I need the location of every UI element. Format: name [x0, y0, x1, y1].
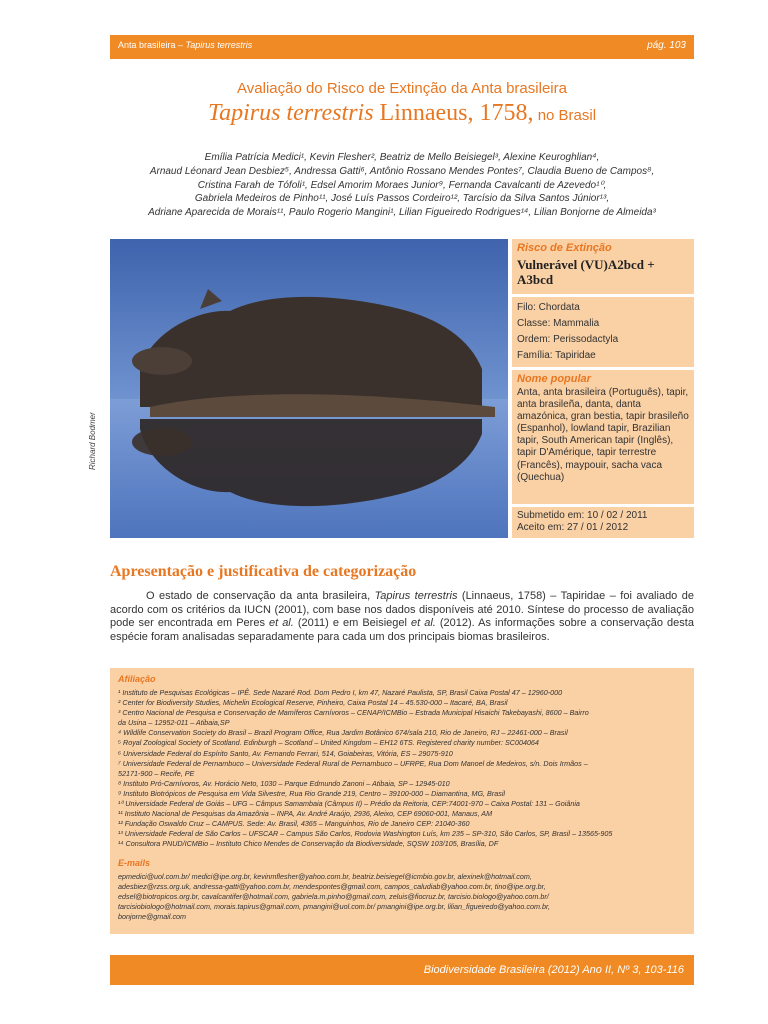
- email-line: bonjorne@gmail.com: [118, 911, 187, 921]
- author-list: [100, 151, 704, 220]
- journal-citation: Biodiversidade Brasileira (2012) Ano II, Nº 3, 103-116: [423, 964, 684, 976]
- accepted-date: Aceito em: 27 / 01 / 2012: [517, 522, 629, 533]
- affiliations-box: [110, 668, 694, 934]
- taxon-family: Família: Tapiridae: [517, 350, 596, 361]
- running-header: [110, 35, 694, 59]
- popular-names-box: [512, 370, 694, 504]
- tapir-illustration: [110, 239, 508, 538]
- affiliation-line: ¹³ Universidade Federal de São Carlos – UFSCAR – Campus São Carlos, Rodovia Washington Luís, km 235 – SP-310, São Carlos, SP, Brasil – 13565-905: [118, 829, 613, 839]
- risk-heading: Risco de Extinção: [517, 242, 612, 254]
- tapir-photo: [110, 239, 508, 538]
- title-authority: Linnaeus, 1758,: [373, 100, 534, 126]
- affiliation-line: ¹⁰ Universidade Federal de Goiás – UFG – Câmpus Samambaia (Câmpus II) – Prédio da Reitoria, CEP:74001-970 – Caixa Postal: 131 – Goiânia: [118, 799, 580, 809]
- body-species: Tapirus terrestris: [374, 590, 458, 602]
- section-title: Apresentação e justificativa de categorização: [110, 563, 417, 580]
- running-header-prefix: Anta brasileira –: [118, 40, 186, 50]
- affiliation-line: ⁸ Instituto Pró-Carnívoros, Av. Horácio Neto, 1030 – Parque Edmundo Zanoni – Atibaia, SP – 12945-010: [118, 778, 450, 788]
- taxon-order: Ordem: Perissodactyla: [517, 334, 619, 345]
- email-line: adesbiez@rzss.org.uk, andressa-gatti@yahoo.com.br, mendespontes@gmail.com, campos_caludiab@yahoo.com.br, tino@ipe.org.br,: [118, 881, 546, 891]
- body-text: (2011) e em Beisiegel: [293, 617, 411, 630]
- affiliation-line: ⁶ Universidade Federal do Espírito Santo, Av. Fernando Ferrari, 514, Goiabeiras, Vitória, ES – 29075-910: [118, 748, 453, 758]
- body-etal: et al.: [411, 617, 436, 630]
- email-line: tarcisiobiologo@hotmail.com, morais.tapirus@gmail.com, pmangini@uol.com.br/ pmangini@ipe.org.br, lilian_figueiredo@yahoo.com.br,: [118, 901, 550, 911]
- title-suffix: no Brasil: [533, 107, 597, 124]
- affiliation-line: ¹² Fundação Oswaldo Cruz – CAMPUS. Sede: Av. Brasil, 4365 – Manguinhos, Rio de Janeiro CEP: 21040-360: [118, 819, 470, 829]
- running-footer: [110, 955, 694, 985]
- emails-list: [118, 872, 686, 922]
- emails-heading: E-mails: [118, 857, 151, 868]
- email-line: epmedici@uol.com.br/ medici@ipe.org.br, kevinmflesher@yahoo.com.br, beatriz.beisiegel@icmbio.gov.br, alexinek@hotmail.com,: [118, 871, 532, 881]
- author-line: Adriane Aparecida de Morais¹¹, Paulo Rogerio Mangini¹, Lilian Figueiredo Rodrigues¹⁴, Lilian Bonjorne de Almeida³: [148, 207, 656, 219]
- running-header-species: Tapirus terrestris: [185, 40, 253, 50]
- affiliation-line: ² Center for Biodiversity Studies, Michelin Ecological Reserve, Pinheiro, Caixa Postal 14 – 45.530-000 – Itacaré, BA, Brasil: [118, 698, 508, 708]
- body-text: (Linnaeus, 1758) – Tapiridae – foi avaliado de acordo com os critérios da IUCN (2001), com base nos dados disponíveis até 2010. Síntese do processo de avaliação pode ser encontrada em Peres: [110, 590, 694, 630]
- affiliation-line: ¹¹ Instituto Nacional de Pesquisas da Amazônia – INPA, Av. André Araújo, 2936, Aleixo, CEP 69060-001, Manaus, AM: [118, 809, 493, 819]
- article-title-line1: Avaliação do Risco de Extinção da Anta brasileira: [237, 80, 567, 97]
- affiliation-line: ¹⁴ Consultora PNUD/ICMBio – Instituto Chico Mendes de Conservação da Biodiversidade, SQSW 103/105, Brasília, DF: [118, 839, 499, 849]
- risk-box: [512, 239, 694, 294]
- submitted-date: Submetido em: 10 / 02 / 2011: [517, 510, 648, 521]
- title-species: Tapirus terrestris: [207, 100, 374, 126]
- taxon-class: Classe: Mammalia: [517, 318, 600, 329]
- affiliation-line: 52171-900 – Recife, PE: [118, 768, 195, 778]
- running-header-title: [118, 40, 252, 50]
- body-text: O estado de conservação da anta brasileira,: [146, 590, 375, 602]
- body-paragraph: [110, 590, 694, 644]
- affiliation-line: ⁷ Universidade Federal de Pernambuco – Universidade Federal Rural de Pernambuco – UFRPE, Rua Dom Manoel de Medeiros, s/n. Dois Irmãos –: [118, 758, 588, 768]
- author-line: Arnaud Léonard Jean Desbiez⁵, Andressa Gatti⁶, Antônio Rossano Mendes Pontes⁷, Claudia Bueno de Campos⁸,: [149, 165, 655, 177]
- taxonomy-box: [512, 297, 694, 367]
- author-line: Cristina Farah de Tófoli¹, Edsel Amorim Moraes Junior⁹, Fernanda Cavalcanti de Azevedo¹⁰,: [197, 179, 607, 191]
- popular-names: Anta, anta brasileira (Português), tapir, anta brasileña, danta, danta amazónica, gran bestia, tapir brasileño (Espanhol), lowland tapir, Brazilian tapir, South American tapir (Inglês), tapir D'Amérique, tapir terrestre (Francês), maypouir, sacha vaca (Quechua): [517, 387, 689, 483]
- author-line: Emília Patrícia Medici¹, Kevin Flesher², Beatriz de Mello Beisiegel³, Alexine Keuroghlian⁴,: [204, 152, 600, 163]
- body-text: (2012). As informações sobre a conservação desta espécie foram analisadas separadamente para cada um dos principais biomas brasileiros.: [110, 617, 694, 643]
- affiliation-line: da Usina – 12952-011 – Atibaia,SP: [118, 718, 230, 728]
- risk-status: Vulnerável (VU)A2bcd + A3bcd: [517, 257, 655, 287]
- taxon-phylum: Filo: Chordata: [517, 302, 580, 313]
- affiliation-line: ⁴ Wildlife Conservation Society do Brasil – Brazil Program Office, Rua Jardim Botânico 674/sala 210, Rio de Janeiro, RJ – 22461-000 – Brasil: [118, 728, 568, 738]
- affiliation-line: ¹ Instituto de Pesquisas Ecológicas – IPÊ. Sede Nazaré Rod. Dom Pedro I, km 47, Nazaré Paulista, SP, Brasil Caixa Postal 47 – 12960-000: [118, 688, 563, 697]
- article-title-line2: [110, 100, 694, 127]
- affiliations-heading: Afiliação: [118, 674, 156, 684]
- affiliations-list: [118, 688, 686, 850]
- affiliation-line: ⁵ Royal Zoological Society of Scotland. Edinburgh – Scotland – United Kingdom – EH12 6TS. Registered charity number: SC004064: [118, 738, 539, 748]
- photo-credit: Richard Bodmer: [88, 412, 97, 470]
- author-line: Gabriela Medeiros de Pinho¹¹, José Luís Passos Cordeiro¹², Tarcísio da Silva Santos Júnior¹³,: [194, 193, 610, 205]
- page-number: pág. 103: [647, 40, 686, 51]
- affiliation-line: ³ Centro Nacional de Pesquisa e Conservação de Mamíferos Carnívoros – CENAP/ICMBio – Estrada Municipal Hisaichi Takebayashi, 8600 – Bairro: [118, 708, 589, 718]
- dates-box: [512, 507, 694, 538]
- affiliation-line: ⁹ Instituto Biotrópicos de Pesquisa em Vida Silvestre, Rua Rio Grande 219, Centro – 39100-000 – Diamantina, MG, Brasil: [118, 788, 506, 798]
- popular-heading: Nome popular: [517, 373, 591, 385]
- email-line: edsel@biotropicos.org.br, cavalcantifer@hotmail.com, gabriela.m.pinho@gmail.com, zeluis@fiocruz.br, tarcisio.biologo@yahoo.com.br/: [118, 891, 549, 901]
- body-etal: et al.: [268, 617, 294, 630]
